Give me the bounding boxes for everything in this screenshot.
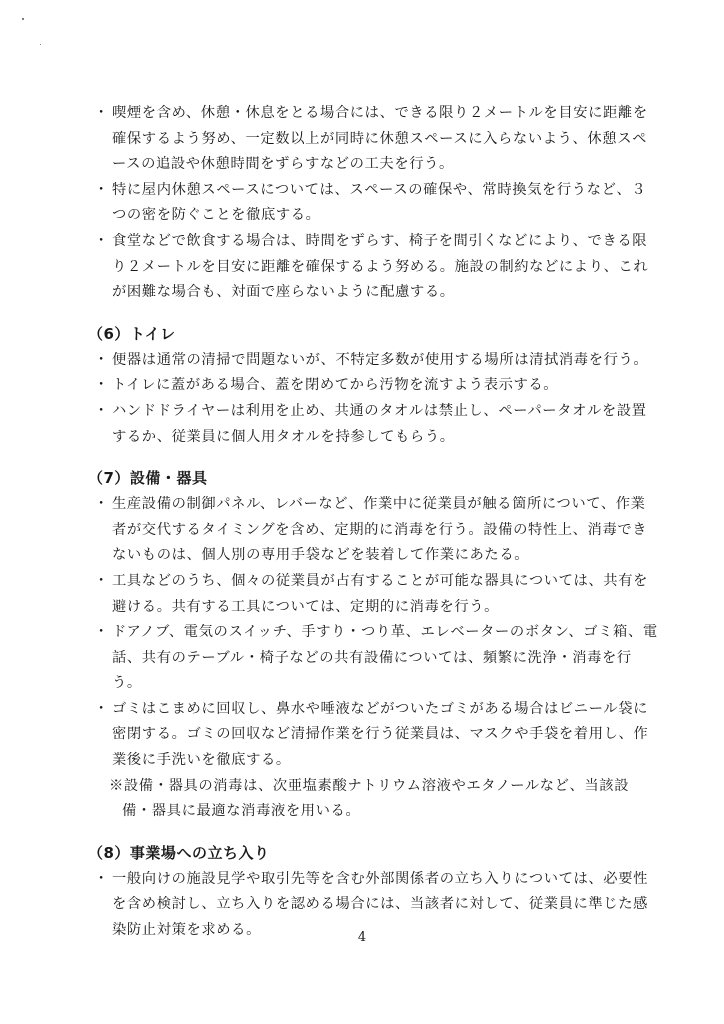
document-body	[88, 101, 658, 944]
list-item-text: 工具などのうち、個々の従業員が占有することが可能な器具については、共有を避ける。共有する工具については、定期的に消毒を行う。	[112, 572, 648, 615]
list-item	[88, 101, 658, 178]
bullet-mark: ・	[94, 351, 109, 368]
list-item	[88, 399, 658, 450]
list-item-text: 食堂などで飲食する場合は、時間をずらす、椅子を間引くなどにより、できる限り２メートルを目安に距離を確保するよう努める。施設の制約などにより、これが困難な場合も、対面で座らないように配慮する。	[112, 232, 649, 301]
bullet-mark: ・	[94, 105, 109, 121]
list-item	[88, 348, 658, 374]
list-item	[88, 620, 658, 697]
section-equipment	[88, 466, 658, 825]
list-item-text: 喫煙を含め、休憩・休息をとる場合には、できる限り２メートルを目安に距離を確保するよう努め、一定数以上が同時に休憩スペースに入らないよう、休憩スペースの追設や休憩時間をずらすなどの工夫を行う。	[112, 105, 648, 173]
list-item-text: 生産設備の制御パネル、レバーなど、作業中に従業員が触る箇所について、作業者が交代するタイミングを含め、定期的に消毒を行う。設備の特性上、消毒できないものは、個人別の専用手袋などを装着して作業にあたる。	[112, 496, 648, 564]
scan-speck	[40, 44, 41, 45]
bullet-mark: ・	[94, 496, 109, 513]
section-heading: （7）設備・器具	[88, 469, 208, 488]
bullet-mark: ・	[94, 624, 109, 641]
bullet-mark: ・	[94, 870, 109, 887]
section-site-entry	[88, 841, 658, 944]
page-number: 4	[357, 930, 367, 945]
disinfection-note: ※設備・器具の消毒は、次亜塩素酸ナトリウム溶液やエタノールなど、当該設備・器具に最適な消毒液を用いる。	[109, 777, 630, 820]
list-item	[88, 569, 658, 620]
bullet-mark: ・	[94, 232, 109, 249]
section-heading: （6）トイレ	[88, 324, 176, 343]
bullet-mark: ・	[94, 572, 109, 589]
bullet-mark: ・	[94, 377, 109, 394]
list-item-text: 特に屋内休憩スペースについては、スペースの確保や、常時換気を行うなど、３つの密を防ぐことを徹底する。	[112, 181, 647, 224]
list-item	[88, 697, 658, 774]
list-item-text: ゴミはこまめに回収し、鼻水や唾液などがついたゴミがある場合はビニール袋に密閉する。ゴミの回収など清掃作業を行う従業員は、マスクや手袋を着用し、作業後に手洗いを徹底する。	[112, 700, 649, 769]
bullet-mark: ・	[94, 181, 109, 198]
section-heading: （8）事業場への立ち入り	[88, 843, 270, 862]
bullet-mark: ・	[94, 700, 109, 717]
list-item	[88, 492, 658, 569]
top-bullet-list	[88, 101, 658, 306]
bullet-mark: ・	[94, 402, 109, 419]
list-item-text: 一般向けの施設見学や取引先等を含む外部関係者の立ち入りについては、必要性を含め検討し、立ち入りを認める場合には、当該者に対して、従業員に準じた感染防止対策を求める。	[112, 870, 648, 939]
scan-speck	[22, 18, 24, 20]
section-toilet	[88, 322, 658, 450]
list-item	[88, 373, 658, 399]
list-item-text: ハンドドライヤーは利用を止め、共通のタオルは禁止し、ペーパータオルを設置するか、従業員に個人用タオルを持参してもらう。	[112, 402, 647, 445]
list-item-text: トイレに蓋がある場合、蓋を閉めてから汚物を流すよう表示する。	[112, 377, 559, 394]
list-item	[88, 229, 658, 306]
list-item-text: ドアノブ、電気のスイッチ、手すり・つり革、エレベーターのボタン、ゴミ箱、電話、共有のテーブル・椅子などの共有設備については、頻繁に洗浄・消毒を行う。	[112, 624, 658, 692]
list-item-text: 便器は通常の清掃で問題ないが、不特定多数が使用する場所は清拭消毒を行う。	[112, 351, 649, 368]
list-item	[88, 178, 658, 229]
